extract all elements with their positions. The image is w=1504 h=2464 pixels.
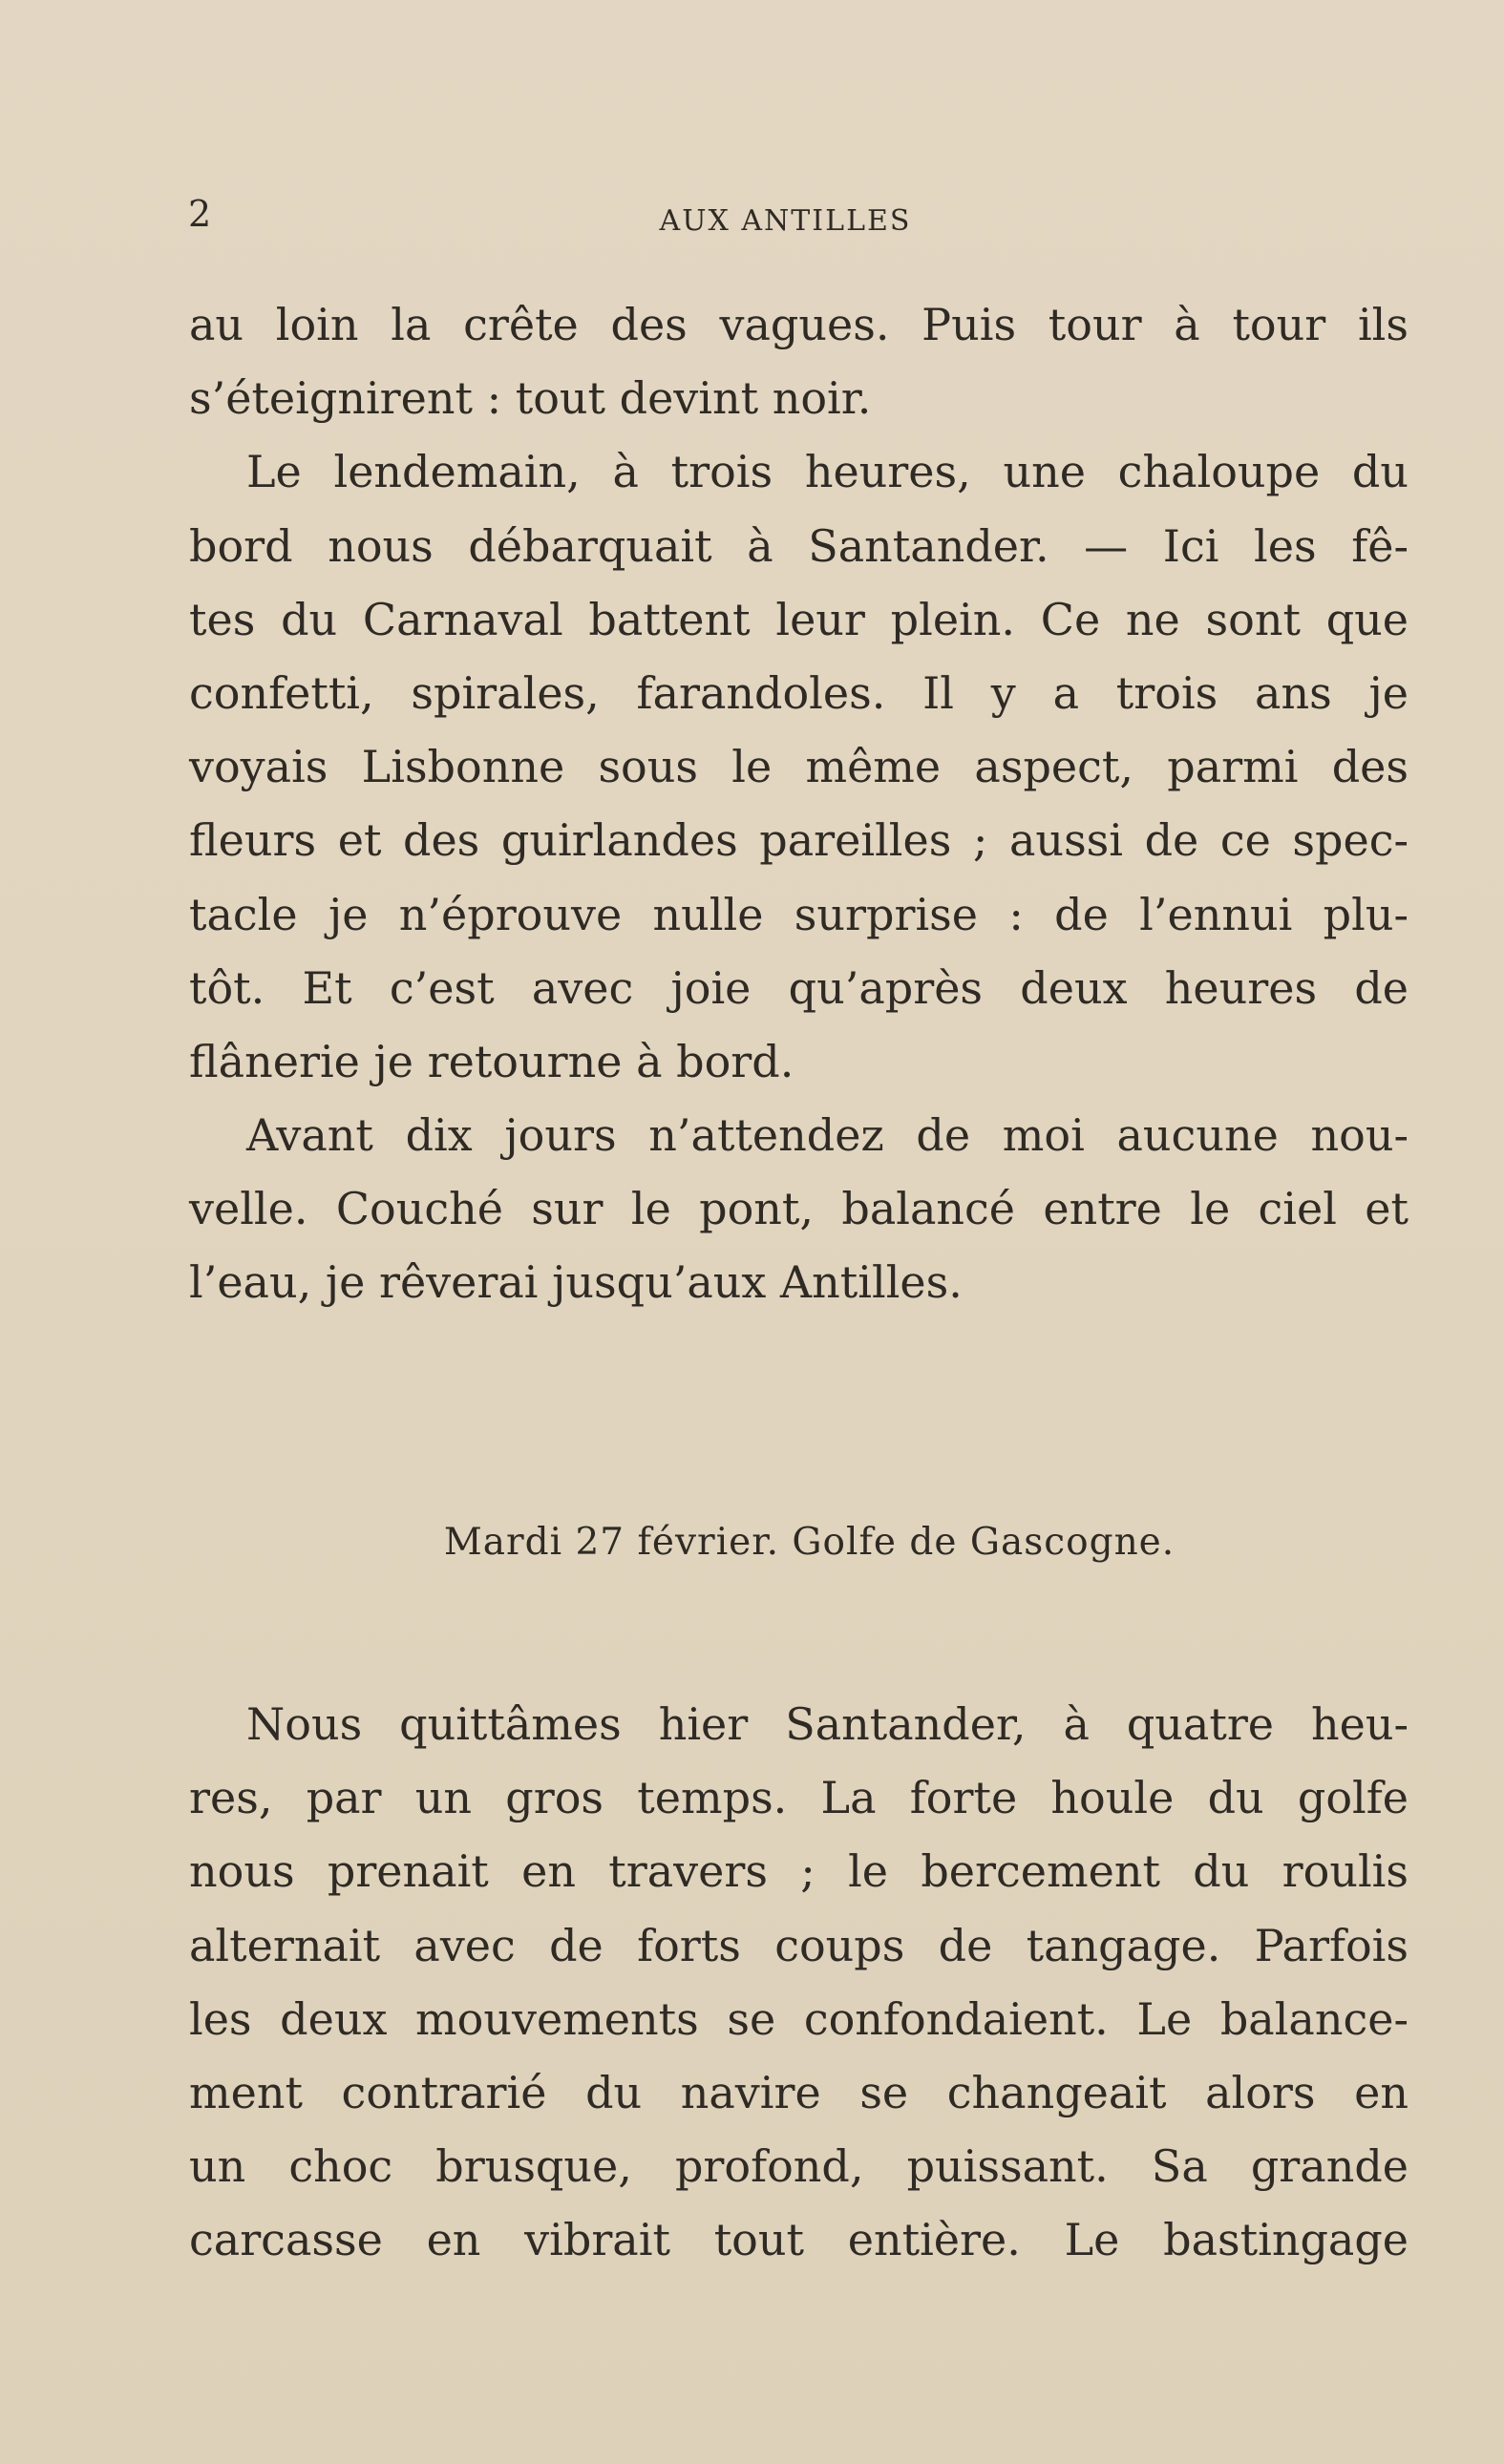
text-line: au loin la crête des vagues. Puis tour à tour ils xyxy=(189,299,1409,350)
running-title: AUX ANTILLES xyxy=(659,204,912,238)
text-line: alternait avec de forts coups de tangage. Parfois xyxy=(189,1919,1409,1971)
text-line: res, par un gros temps. La forte houle du golfe xyxy=(189,1772,1409,1824)
text-line: flânerie je retourne à bord. xyxy=(189,1035,794,1087)
text-line: ment contrarié du navire se changeait alors en xyxy=(189,2066,1409,2118)
text-line: s’éteignirent : tout devint noir. xyxy=(189,372,872,425)
section-one-text xyxy=(189,288,1409,1320)
text-line: voyais Lisbonne sous le même aspect, parmi des xyxy=(189,741,1409,793)
text-line: tôt. Et c’est avec joie qu’après deux heures de xyxy=(189,961,1409,1014)
text-line: tacle je n’éprouve nulle surprise : de l’ennui plu- xyxy=(189,888,1409,940)
text-line: confetti, spirales, farandoles. Il y a trois ans je xyxy=(189,666,1409,719)
text-line: Nous quittâmes hier Santander, à quatre heu- xyxy=(246,1698,1409,1750)
text-line: bord nous débarquait à Santander. — Ici les fê- xyxy=(189,519,1409,572)
text-line: fleurs et des guirlandes pareilles ; aussi de ce spec- xyxy=(189,814,1409,867)
text-line: un choc brusque, profond, puissant. Sa grande xyxy=(189,2140,1409,2193)
text-line: Avant dix jours n’attendez de moi aucune nou- xyxy=(246,1109,1409,1162)
text-line: l’eau, je rêverai jusqu’aux Antilles. xyxy=(189,1256,963,1309)
section-two-text xyxy=(189,1688,1409,2278)
text-line: velle. Couché sur le pont, balancé entre le ciel et xyxy=(189,1183,1409,1235)
text-line: tes du Carnaval battent leur plein. Ce ne sont que xyxy=(189,593,1409,645)
text-line: nous prenait en travers ; le bercement du roulis xyxy=(189,1845,1409,1898)
text-line: les deux mouvements se confondaient. Le balance- xyxy=(189,1992,1409,2045)
text-line: carcasse en vibrait tout entière. Le bastingage xyxy=(189,2214,1409,2266)
text-line: Le lendemain, à trois heures, une chaloupe du xyxy=(246,446,1409,498)
dateline-heading: Mardi 27 février. Golfe de Gascogne. xyxy=(443,1521,1176,1564)
page-number: 2 xyxy=(188,193,212,235)
